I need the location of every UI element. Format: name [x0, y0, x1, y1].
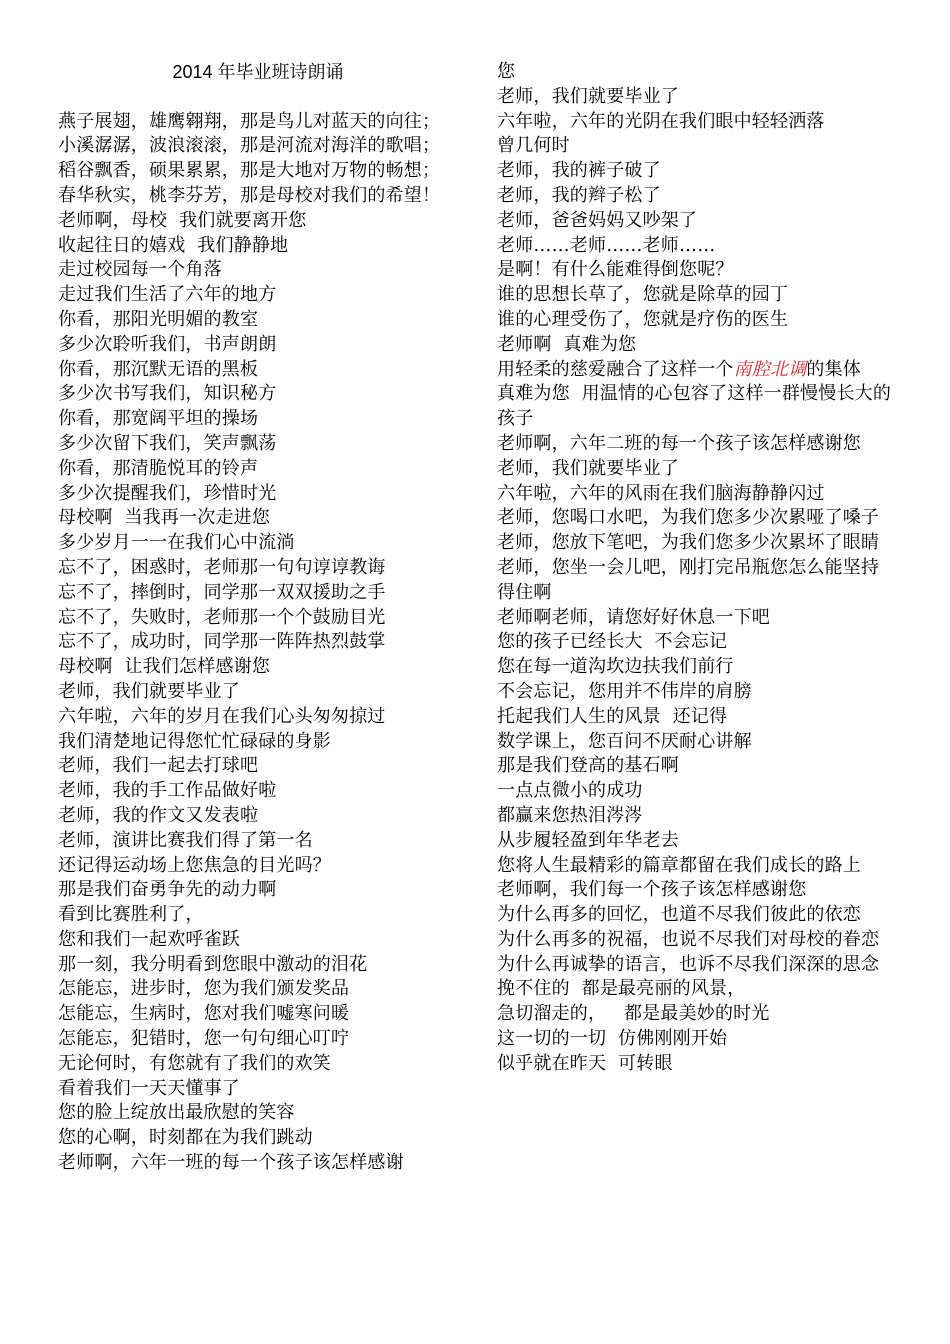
- poem-line: 从步履轻盈到年华老去: [497, 829, 679, 851]
- poem-line: 怎能忘，生病时，您对我们嘘寒问暖: [58, 1003, 350, 1025]
- poem-line: 无论何时，有您就有了我们的欢笑: [58, 1052, 331, 1074]
- poem-line: 老师，我的手工作品做好啦: [58, 780, 277, 802]
- poem-line: 为什么再诚挚的语言，也诉不尽我们深深的思念: [497, 953, 880, 975]
- poem-line: 看着我们一天天懂事了: [58, 1077, 240, 1099]
- poem-line: 你看，那宽阔平坦的操场: [58, 408, 259, 430]
- poem-line: 母校啊 让我们怎样感谢您: [58, 656, 271, 678]
- poem-line: 你看，那阳光明媚的教室: [58, 308, 259, 330]
- poem-line: 怎能忘，犯错时，您一句句细心叮咛: [58, 1028, 350, 1050]
- poem-line: 您: [497, 61, 516, 82]
- poem-title: 2014 年毕业班诗朗诵: [172, 62, 344, 82]
- poem-line: 忘不了，摔倒时，同学那一双双援助之手: [58, 581, 386, 603]
- poem-line: 数学课上，您百问不厌耐心讲解: [497, 730, 752, 752]
- poem-line: 看到比赛胜利了，: [58, 904, 204, 926]
- poem-line: 您的脸上绽放出最欣慰的笑容: [58, 1102, 295, 1124]
- poem-line: 走过我们生活了六年的地方: [58, 284, 277, 306]
- poem-line: 我们清楚地记得您忙忙碌碌的身影: [58, 730, 331, 752]
- highlighted-phrase: 南腔北调: [733, 358, 807, 380]
- poem-line: 六年啦，六年的风雨在我们脑海静静闪过: [497, 482, 825, 504]
- poem-line: 挽不住的 都是最亮丽的风景，: [497, 978, 746, 1000]
- poem-line: 谁的心理受伤了，您就是疗伤的医生: [497, 308, 789, 330]
- poem-line: 曾几何时: [497, 135, 570, 157]
- poem-line: 一点点微小的成功: [497, 780, 643, 802]
- poem-line: 老师啊老师，请您好好休息一下吧: [497, 606, 770, 628]
- poem-line: 您将人生最精彩的篇章都留在我们成长的路上: [497, 854, 861, 876]
- poem-line: 还记得运动场上您焦急的目光吗？: [58, 854, 331, 876]
- poem-line: 老师，您放下笔吧，为我们您多少次累坏了眼睛: [497, 532, 880, 554]
- poem-line: 老师啊，我们每一个孩子该怎样感谢您: [497, 879, 807, 901]
- poem-line: 多少次留下我们，笑声飘荡: [58, 432, 277, 454]
- poem-line: 老师……老师……老师……: [497, 234, 716, 256]
- poem-line: 多少次书写我们，知识秘方: [58, 383, 277, 405]
- poem-line: 六年啦，六年的岁月在我们心头匆匆掠过: [58, 705, 386, 727]
- poem-line: 你看，那沉默无语的黑板: [58, 358, 259, 380]
- highlight-line-before: 用轻柔的慈爱融合了这样一个: [497, 358, 734, 380]
- right-column: [497, 60, 897, 1077]
- poem-line: 谁的思想长草了，您就是除草的园丁: [497, 284, 789, 306]
- right-poem-lines-before: [497, 60, 897, 358]
- poem-line: 老师啊 真难为您: [497, 333, 637, 355]
- poem-line: 您和我们一起欢呼雀跃: [58, 928, 240, 950]
- poem-line: 都赢来您热泪涔涔: [497, 804, 643, 826]
- left-poem-lines: [58, 110, 458, 1176]
- poem-line: 稻谷飘香，硕果累累，那是大地对万物的畅想；: [58, 160, 441, 182]
- poem-line: 忘不了，困惑时，老师那一句句谆谆教诲: [58, 556, 386, 578]
- left-column: [58, 60, 458, 1176]
- poem-line: 多少次聆听我们，书声朗朗: [58, 333, 277, 355]
- poem-line: 六年啦，六年的光阴在我们眼中轻轻洒落: [497, 110, 825, 132]
- poem-line-with-highlight: [497, 358, 897, 383]
- highlight-line-after: 的集体: [806, 358, 862, 380]
- poem-line: 您的心啊，时刻都在为我们跳动: [58, 1127, 313, 1149]
- poem-line: 老师，演讲比赛我们得了第一名: [58, 829, 313, 851]
- poem-line: 老师，我的辫子松了: [497, 184, 661, 206]
- poem-line: 您的孩子已经长大 不会忘记: [497, 631, 728, 653]
- poem-line: 是啊！有什么能难得倒您呢？: [497, 259, 734, 281]
- poem-line: 老师啊，六年二班的每一个孩子该怎样感谢您: [497, 432, 861, 454]
- poem-line: 忘不了，失败时，老师那一个个鼓励目光: [58, 606, 386, 628]
- poem-line: 多少岁月一一在我们心中流淌: [58, 532, 295, 554]
- poem-line: 老师啊，六年一班的每一个孩子该怎样感谢: [58, 1152, 404, 1174]
- poem-line: 那是我们奋勇争先的动力啊: [58, 879, 277, 901]
- poem-line: 老师，我们一起去打球吧: [58, 755, 259, 777]
- poem-line: 您在每一道沟坎边扶我们前行: [497, 656, 734, 678]
- poem-line: 这一切的一切 仿佛刚刚开始: [497, 1028, 728, 1050]
- poem-line: 母校啊 当我再一次走进您: [58, 507, 271, 529]
- poem-line: 多少次提醒我们，珍惜时光: [58, 482, 277, 504]
- poem-line: 老师，我们就要毕业了: [497, 85, 679, 107]
- poem-line: 老师，您坐一会儿吧，刚打完吊瓶您怎么能坚持得住啊: [497, 556, 880, 603]
- poem-line: 为什么再多的回忆，也道不尽我们彼此的依恋: [497, 904, 861, 926]
- poem-line: 不会忘记，您用并不伟岸的肩膀: [497, 680, 752, 702]
- poem-line: 那一刻，我分明看到您眼中激动的泪花: [58, 953, 368, 975]
- poem-line: 走过校园每一个角落: [58, 259, 222, 281]
- poem-line: 忘不了，成功时，同学那一阵阵热烈鼓掌: [58, 631, 386, 653]
- poem-line: 老师，您喝口水吧，为我们您多少次累哑了嗓子: [497, 507, 880, 529]
- poem-line: 燕子展翅，雄鹰翱翔，那是鸟儿对蓝天的向往；: [58, 110, 441, 132]
- poem-line: 春华秋实，桃李芬芳，那是母校对我们的希望！: [58, 184, 441, 206]
- poem-line: 为什么再多的祝福，也说不尽我们对母校的眷恋: [497, 928, 880, 950]
- poem-line: 真难为您 用温情的心包容了这样一群慢慢长大的孩子: [497, 383, 892, 430]
- poem-line: 急切溜走的， 都是最美妙的时光: [497, 1003, 770, 1025]
- poem-line: 老师，爸爸妈妈又吵架了: [497, 209, 698, 231]
- poem-line: 那是我们登高的基石啊: [497, 755, 679, 777]
- poem-line: 托起我们人生的风景 还记得: [497, 705, 728, 727]
- poem-line: 老师啊，母校 我们就要离开您: [58, 209, 307, 231]
- poem-line: 老师，我的裤子破了: [497, 160, 661, 182]
- poem-line: 你看，那清脆悦耳的铃声: [58, 457, 259, 479]
- poem-line: 小溪潺潺，波浪滚滚，那是河流对海洋的歌唱；: [58, 135, 441, 157]
- poem-line: 怎能忘，进步时，您为我们颁发奖品: [58, 978, 350, 1000]
- poem-line: 老师，我的作文又发表啦: [58, 804, 259, 826]
- poem-line: 老师，我们就要毕业了: [497, 457, 679, 479]
- poem-line: 老师，我们就要毕业了: [58, 680, 240, 702]
- poem-line: 似乎就在昨天 可转眼: [497, 1052, 673, 1074]
- right-poem-lines-after: [497, 382, 897, 1076]
- title-spacer: [58, 85, 458, 110]
- poem-line: 收起往日的嬉戏 我们静静地: [58, 234, 289, 256]
